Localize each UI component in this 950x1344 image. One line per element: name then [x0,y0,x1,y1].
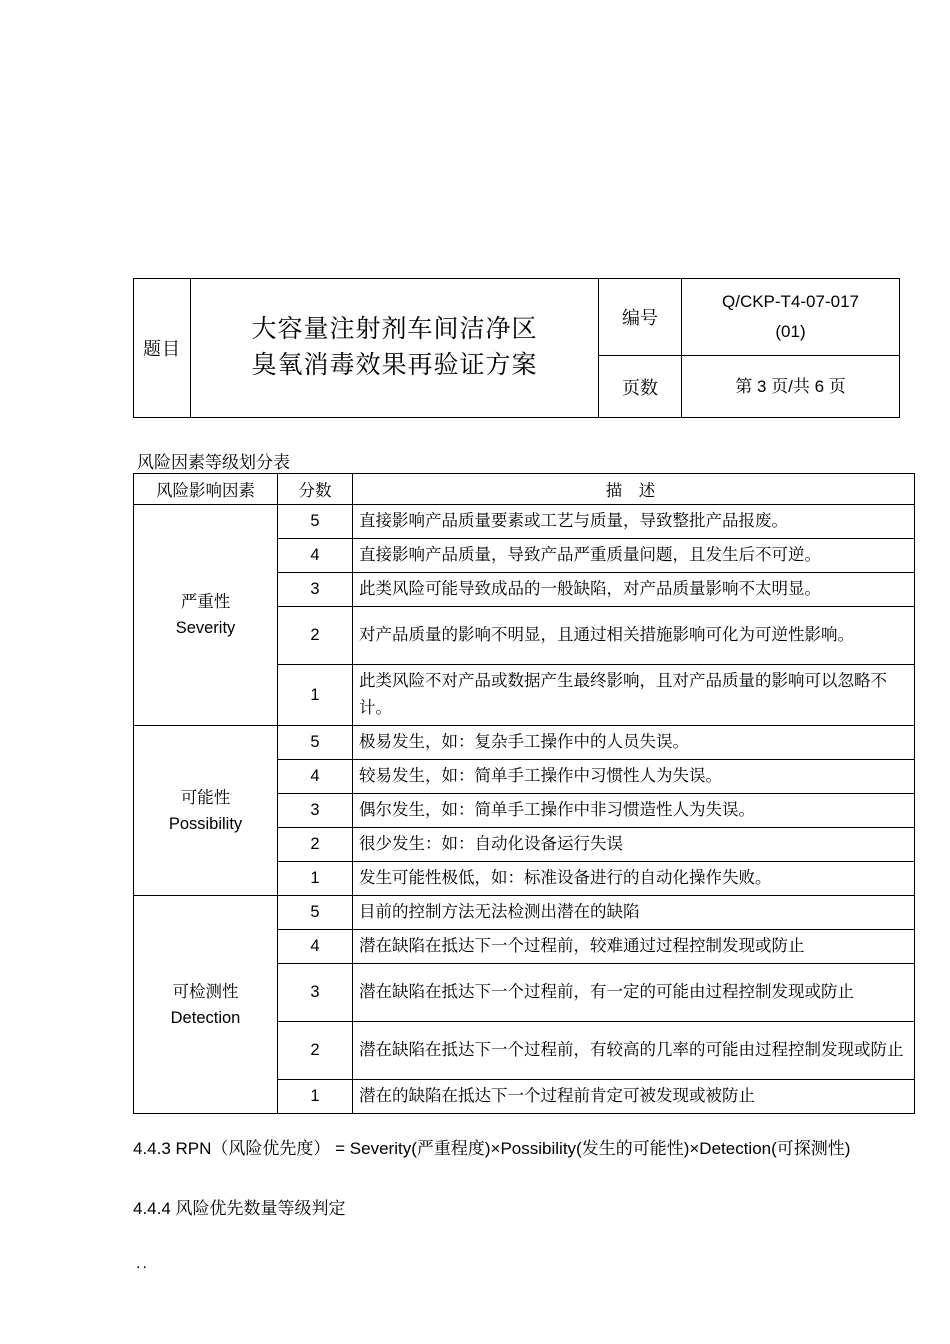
description-cell: 很少发生：如：自动化设备运行失误 [353,828,915,862]
header-title-label: 题目 [134,279,191,418]
score-cell: 5 [278,896,353,930]
description-cell: 偶尔发生，如：简单手工操作中非习惯造性人为失误。 [353,794,915,828]
score-cell: 3 [278,794,353,828]
description-cell: 此类风险可能导致成品的一般缺陷，对产品质量影响不太明显。 [353,573,915,607]
table-row [134,726,915,760]
table-row [134,896,915,930]
header-title-line-1: 大容量注射剂车间洁净区 [251,315,538,343]
description-cell: 潜在缺陷在抵达下一个过程前，有较高的几率的可能由过程控制发现或防止 [353,1022,915,1080]
header-code-label: 编号 [599,279,682,356]
factor-label-en: Detection [170,1008,241,1027]
header-code-value [682,279,900,356]
table-caption: 风险因素等级划分表 [137,453,290,472]
trailing-dots: .. [136,1255,149,1272]
description-cell: 对产品质量的影响不明显，且通过相关措施影响可化为可逆性影响。 [353,607,915,665]
description-cell: 潜在缺陷在抵达下一个过程前，较难通过过程控制发现或防止 [353,930,915,964]
column-header-factor: 风险影响因素 [134,474,278,505]
score-cell: 5 [278,726,353,760]
score-cell: 1 [278,1080,353,1114]
score-cell: 1 [278,862,353,896]
score-cell: 3 [278,964,353,1022]
score-cell: 4 [278,539,353,573]
factor-label-en: Severity [175,619,236,637]
factor-label-cn: 可能性 [180,788,231,807]
header-code-revision: (01) [775,322,806,341]
factor-label-cn: 可检测性 [172,982,239,1001]
factor-cell-possibility [134,726,278,896]
description-cell: 发生可能性极低，如：标准设备进行的自动化操作失败。 [353,862,915,896]
header-pages-label: 页数 [599,356,682,418]
table-row [134,505,915,539]
header-document-title [191,279,599,418]
factor-label-en: Possibility [168,814,243,833]
description-cell: 目前的控制方法无法检测出潜在的缺陷 [353,896,915,930]
score-cell: 4 [278,760,353,794]
header-code-number: Q/CKP-T4-07-017 [722,292,859,311]
factor-cell-severity [134,505,278,726]
description-cell: 极易发生，如：复杂手工操作中的人员失误。 [353,726,915,760]
description-cell: 潜在缺陷在抵达下一个过程前，有一定的可能由过程控制发现或防止 [353,964,915,1022]
table-header-row [134,474,915,505]
factor-label-cn: 严重性 [180,593,231,611]
score-cell: 2 [278,607,353,665]
score-cell: 5 [278,505,353,539]
column-header-description: 描 述 [353,474,915,505]
paragraph-risk-priority-grading: 4.4.4 风险优先数量等级判定 [133,1199,346,1218]
description-cell: 直接影响产品质量要素或工艺与质量，导致整批产品报废。 [353,505,915,539]
risk-level-table [133,473,904,1114]
description-cell: 较易发生，如：简单手工操作中习惯性人为失误。 [353,760,915,794]
score-cell: 2 [278,828,353,862]
score-cell: 1 [278,665,353,726]
description-cell: 潜在的缺陷在抵达下一个过程前肯定可被发现或被防止 [353,1080,915,1114]
factor-cell-detection [134,896,278,1114]
description-cell: 直接影响产品质量，导致产品严重质量问题，且发生后不可逆。 [353,539,915,573]
column-header-score: 分数 [278,474,353,505]
score-cell: 3 [278,573,353,607]
paragraph-rpn-formula: 4.4.3 RPN（风险优先度） = Severity(严重程度)×Possibility(发生的可能性)×Detection(可探测性) [133,1139,851,1158]
description-cell: 此类风险不对产品或数据产生最终影响，且对产品质量的影响可以忽略不计。 [353,665,915,726]
score-cell: 4 [278,930,353,964]
score-cell: 2 [278,1022,353,1080]
header-pages-value: 第 3 页/共 6 页 [682,356,900,418]
document-header-table [133,278,875,418]
header-title-line-2: 臭氧消毒效果再验证方案 [251,351,538,379]
